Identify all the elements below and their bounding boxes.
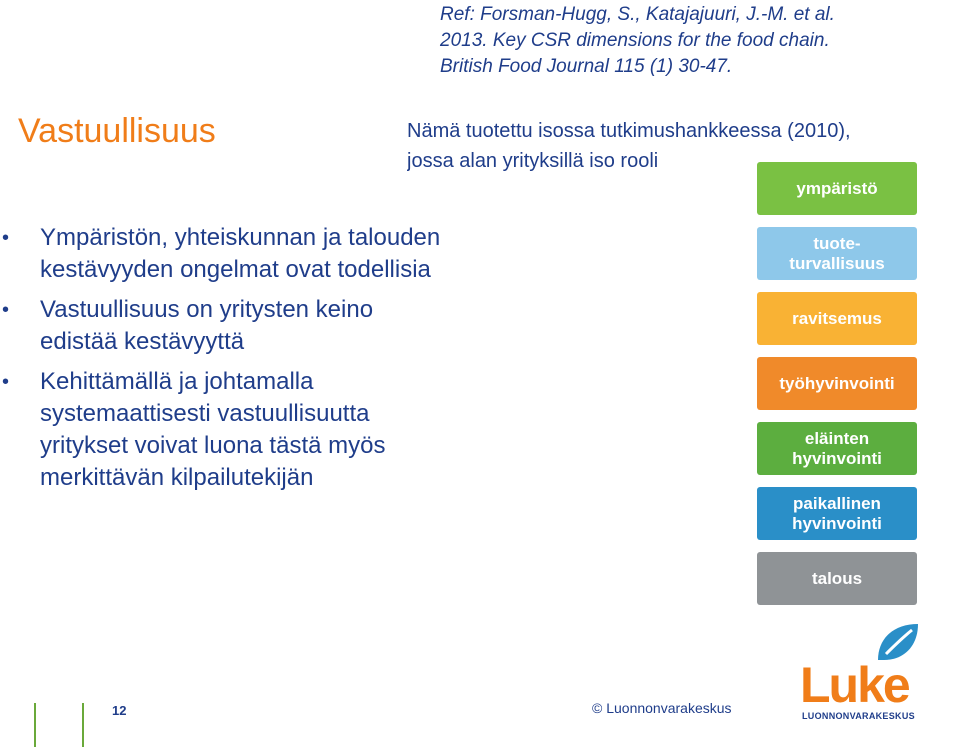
footer-divider (82, 703, 84, 747)
tile-ravitsemus (757, 292, 917, 345)
tile-label: talous (811, 568, 863, 588)
bullet-item (0, 366, 520, 494)
copyright-text: © Luonnonvarakeskus (592, 700, 732, 716)
bullet-list (0, 222, 520, 502)
tile-label: ravitsemus (792, 308, 882, 328)
bullet-text: Vastuullisuus on yritysten keino (40, 296, 374, 323)
bullet-text: systemaattisesti vastuullisuutta (40, 400, 370, 427)
csr-dimension-tiles (757, 162, 917, 617)
bullet-text: merkittävän kilpailutekijän (40, 464, 314, 491)
bullet-icon: • (2, 227, 10, 249)
bullet-text: Kehittämällä ja johtamalla (40, 368, 314, 395)
tile-elainten-hyvinvointi (757, 422, 917, 475)
bullet-text: kestävyyden ongelmat ovat todellisia (40, 256, 431, 283)
bullet-icon: • (2, 371, 10, 393)
footer-divider (34, 703, 36, 747)
tile-talous (757, 552, 917, 605)
bullet-text: yritykset voivat luona tästä myös (40, 432, 386, 459)
tile-label: tuote- turvallisuus (789, 233, 885, 273)
tile-ymparisto (757, 162, 917, 215)
tile-label: työhyvinvointi (779, 373, 895, 393)
tile-paikallinen-hyvinvointi (757, 487, 917, 540)
bullet-item (0, 222, 520, 286)
logo-wordmark: Luke (800, 657, 909, 713)
note-line: Nämä tuotettu isossa tutkimushankkeessa (2010), (407, 120, 851, 142)
note-line: jossa alan yrityksillä iso rooli (407, 150, 659, 172)
slide-title: Vastuullisuus (18, 112, 216, 150)
reference-citation (440, 2, 940, 80)
bullet-item (0, 294, 520, 358)
page-number: 12 (112, 703, 127, 718)
reference-line: Ref: Forsman-Hugg, S., Katajajuuri, J.-M. et al. (440, 4, 835, 25)
tile-tyohyvinvointi (757, 357, 917, 410)
bullet-text: edistää kestävyyttä (40, 328, 245, 355)
reference-line: 2013. Key CSR dimensions for the food chain. (440, 30, 830, 51)
bullet-icon: • (2, 299, 10, 321)
logo-subtitle: LUONNONVARAKESKUS (802, 711, 915, 721)
luke-logo (800, 618, 920, 724)
bullet-text: Ympäristön, yhteiskunnan ja talouden (40, 224, 441, 251)
reference-line: British Food Journal 115 (1) 30-47. (440, 56, 733, 77)
tile-label: paikallinen hyvinvointi (792, 493, 882, 533)
tile-label: ympäristö (796, 178, 878, 198)
tile-tuoteturvallisuus (757, 227, 917, 280)
tile-label: eläinten hyvinvointi (792, 428, 882, 468)
